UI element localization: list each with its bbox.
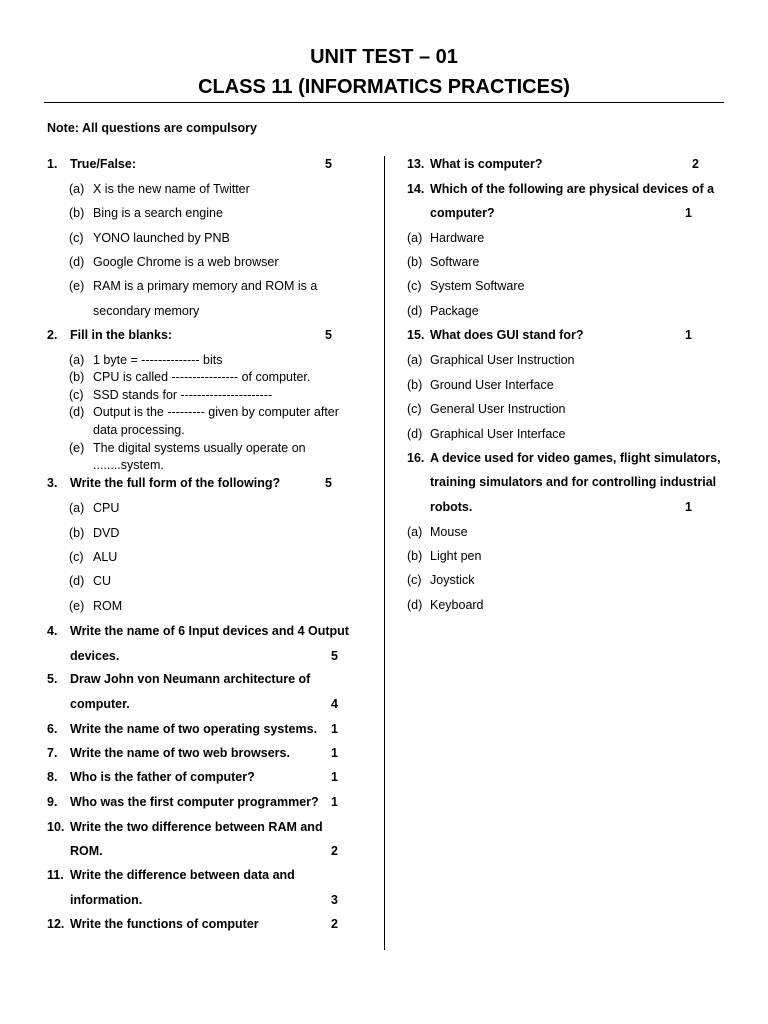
question-text: Which of the following are physical devices of a — [430, 182, 715, 196]
question-marks: 1 — [331, 746, 338, 760]
option-label: (c) — [407, 402, 422, 416]
option-label: (c) — [407, 573, 422, 587]
question-number: 10. — [47, 820, 65, 834]
option-text: ROM — [93, 599, 123, 613]
question-marks: 1 — [685, 500, 692, 514]
question-text: Write the functions of computer — [70, 917, 259, 931]
question-text: Draw John von Neumann architecture of — [70, 672, 311, 686]
option-text: Google Chrome is a web browser — [93, 255, 279, 269]
option-label: (b) — [69, 526, 85, 540]
question-number: 1. — [47, 157, 58, 171]
question-text: Write the two difference between RAM and — [70, 820, 323, 834]
option-text: YONO launched by PNB — [93, 231, 230, 245]
question-marks: 1 — [685, 328, 692, 342]
option-text: Graphical User Instruction — [430, 353, 575, 367]
option-text: CPU is called ---------------- of computer. — [93, 370, 311, 384]
option-text: Hardware — [430, 231, 485, 245]
option-text: General User Instruction — [430, 402, 566, 416]
option-label: (a) — [69, 501, 85, 515]
option-label: (e) — [69, 441, 85, 455]
question-marks: 2 — [692, 157, 699, 171]
option-text: System Software — [430, 279, 525, 293]
option-label: (e) — [69, 279, 85, 293]
option-label: (b) — [407, 378, 423, 392]
question-text: What is computer? — [430, 157, 543, 171]
question-marks: 4 — [331, 697, 338, 711]
question-text-continued: computer? — [430, 206, 495, 220]
option-text: ALU — [93, 550, 118, 564]
option-text: Ground User Interface — [430, 378, 554, 392]
question-number: 11. — [47, 868, 64, 882]
option-label: (d) — [407, 598, 423, 612]
question-number: 3. — [47, 476, 58, 490]
question-number: 9. — [47, 795, 58, 809]
option-label: (a) — [407, 353, 423, 367]
option-text: Software — [430, 255, 480, 269]
question-text: Who is the father of computer? — [70, 770, 255, 784]
option-label: (c) — [69, 550, 84, 564]
question-marks: 1 — [331, 795, 338, 809]
page-subtitle: CLASS 11 (INFORMATICS PRACTICES) — [198, 76, 570, 98]
option-label: (d) — [69, 574, 85, 588]
option-label: (a) — [407, 525, 423, 539]
question-text-continued: information. — [70, 893, 143, 907]
option-text-continued: data processing. — [93, 423, 185, 437]
question-number: 4. — [47, 624, 58, 638]
option-text: SSD stands for ---------------------- — [93, 388, 273, 402]
question-number: 16. — [407, 451, 425, 465]
option-label: (d) — [407, 427, 423, 441]
question-text: What does GUI stand for? — [430, 328, 584, 342]
option-label: (b) — [69, 370, 85, 384]
question-text: Write the name of 6 Input devices and 4 Output — [70, 624, 349, 638]
option-label: (a) — [69, 353, 85, 367]
option-text: The digital systems usually operate on — [93, 441, 306, 455]
option-label: (d) — [407, 304, 423, 318]
option-text: Light pen — [430, 549, 482, 563]
option-label: (b) — [69, 206, 85, 220]
option-label: (e) — [69, 599, 85, 613]
option-label: (a) — [407, 231, 423, 245]
page-title: UNIT TEST – 01 — [310, 46, 458, 68]
question-number: 15. — [407, 328, 425, 342]
question-marks: 1 — [331, 722, 338, 736]
option-text: Keyboard — [430, 598, 484, 612]
option-text: DVD — [93, 526, 120, 540]
option-text: RAM is a primary memory and ROM is a — [93, 279, 318, 293]
option-text: Package — [430, 304, 479, 318]
option-text: Bing is a search engine — [93, 206, 223, 220]
option-text: Graphical User Interface — [430, 427, 566, 441]
question-text: Write the full form of the following? — [70, 476, 281, 490]
question-marks: 1 — [331, 770, 338, 784]
question-number: 8. — [47, 770, 58, 784]
option-label: (d) — [69, 255, 85, 269]
option-text: Joystick — [430, 573, 475, 587]
question-marks: 2 — [331, 917, 338, 931]
question-text: A device used for video games, flight simulators, — [430, 451, 721, 465]
note: Note: All questions are compulsory — [47, 121, 257, 135]
question-text: Write the name of two operating systems. — [70, 722, 318, 736]
question-marks: 3 — [331, 893, 338, 907]
question-text-continued: computer. — [70, 697, 130, 711]
question-number: 5. — [47, 672, 58, 686]
question-text: Write the difference between data and — [70, 868, 295, 882]
question-number: 13. — [407, 157, 425, 171]
question-marks: 5 — [325, 476, 332, 490]
option-label: (c) — [69, 231, 84, 245]
question-marks: 1 — [685, 206, 692, 220]
question-text: Who was the first computer programmer? — [70, 795, 319, 809]
option-label: (a) — [69, 182, 85, 196]
question-marks: 5 — [325, 328, 332, 342]
question-number: 12. — [47, 917, 65, 931]
question-number: 6. — [47, 722, 58, 736]
question-marks: 2 — [331, 844, 338, 858]
question-text-continued: robots. — [430, 500, 473, 514]
option-text: Output is the --------- given by computer after — [93, 405, 339, 419]
option-text-continued: secondary memory — [93, 304, 200, 318]
question-text-continued: devices. — [70, 649, 120, 663]
option-text: CU — [93, 574, 112, 588]
question-text-continued: training simulators and for controlling industrial — [430, 475, 717, 489]
question-marks: 5 — [331, 649, 338, 663]
option-text: 1 byte = -------------- bits — [93, 353, 223, 367]
question-number: 7. — [47, 746, 58, 760]
question-text: Write the name of two web browsers. — [70, 746, 290, 760]
question-number: 14. — [407, 182, 425, 196]
option-label: (c) — [407, 279, 422, 293]
title-divider — [44, 102, 724, 103]
option-label: (c) — [69, 388, 84, 402]
column-divider — [384, 156, 385, 950]
question-text-continued: ROM. — [70, 844, 103, 858]
option-text: CPU — [93, 501, 120, 515]
question-text: True/False: — [70, 157, 136, 171]
question-text: Fill in the blanks: — [70, 328, 173, 342]
option-label: (b) — [407, 549, 423, 563]
option-label: (b) — [407, 255, 423, 269]
option-label: (d) — [69, 405, 85, 419]
question-marks: 5 — [325, 157, 332, 171]
option-text-continued: ........system. — [93, 458, 164, 472]
option-text: X is the new name of Twitter — [93, 182, 250, 196]
option-text: Mouse — [430, 525, 468, 539]
question-number: 2. — [47, 328, 58, 342]
